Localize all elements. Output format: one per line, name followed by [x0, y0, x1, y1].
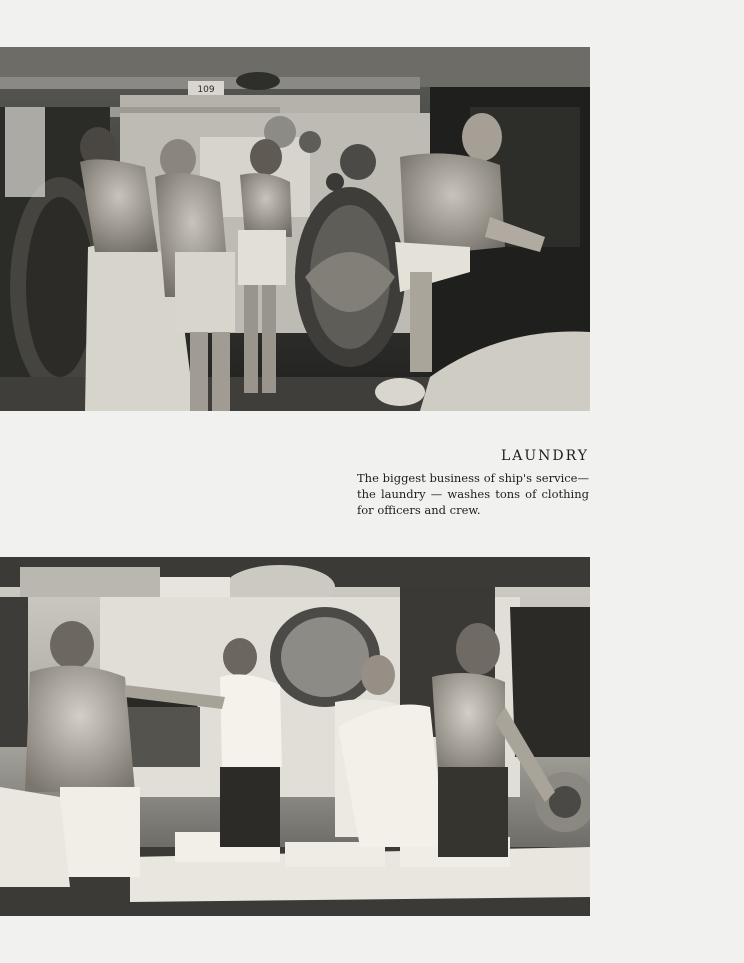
photo-caption — [357, 448, 589, 518]
caption-title: LAUNDRY — [500, 448, 589, 464]
laundry-folding-photo — [0, 557, 590, 916]
bulkhead-number-sign: 109 — [197, 85, 215, 95]
caption-body: The biggest business of ship's service—the laundry — washes tons of clothing for officers and crew. — [357, 471, 589, 517]
laundry-washers-photo — [0, 47, 590, 411]
